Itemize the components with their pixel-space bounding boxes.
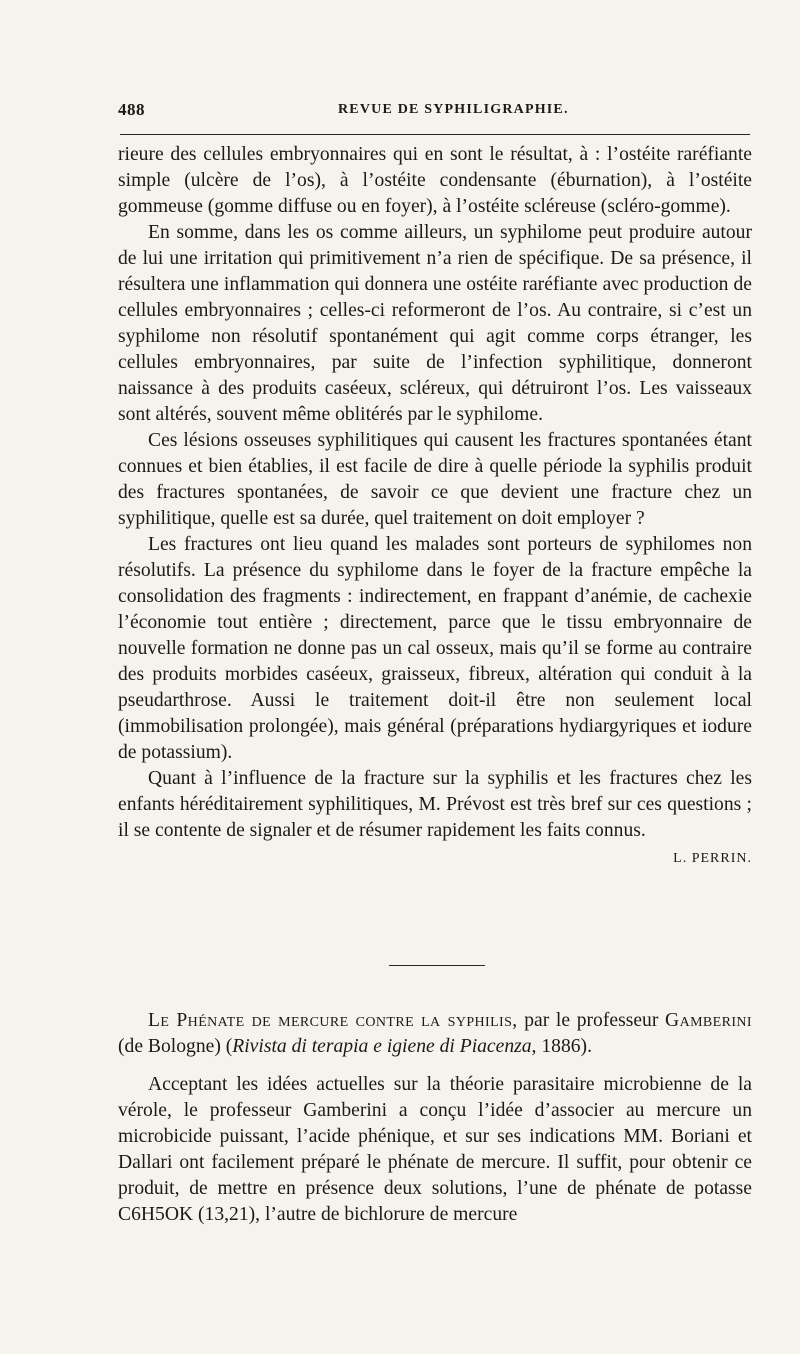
article-journal: Rivista di terapia e igiene di Piacenza, (232, 1036, 537, 1057)
article-heading (118, 1008, 752, 1060)
article-author: Gamberini (665, 1010, 752, 1031)
paragraph: Quant à l’influence de la fracture sur la syphilis et les fractures chez les enfants héréditairement syphilitiques, M. Prévost est très bref sur ces questions ; il se contente de signaler et de résumer rapidement les faits connus. (118, 768, 752, 841)
paragraph: Ces lésions osseuses syphilitiques qui causent les fractures spontanées étant connues et bien établies, il est facile de dire à quelle période la syphilis produit des fractures spontanées, de savoir ce que devient une fracture chez un syphilitique, quelle est sa durée, quel traitement on doit employer ? (118, 430, 752, 529)
review-body (118, 142, 752, 872)
article-body (118, 1072, 752, 1228)
author-signature: L. PERRIN. (673, 851, 752, 866)
article-origin: (de Bologne) ( (118, 1036, 233, 1057)
paragraph: rieure des cellules embryonnaires qui en sont le résultat, à : l’ostéite raréfiante simple (ulcère de l’os), à l’ostéite condensante (éburnation), à l’ostéite gommeuse (gomme diffuse ou en foyer), à l’ostéite scléreuse (scléro-gomme). (118, 144, 752, 217)
article-title-line (118, 1008, 752, 1060)
article-year: 1886). (536, 1036, 592, 1057)
page-header (118, 100, 752, 124)
paragraph: En somme, dans les os comme ailleurs, un syphilome peut produire autour de lui une irritation qui primitivement n’a rien de spécifique. De sa présence, il résultera une inflammation qui donnera une ostéite raréfiante avec production de cellules embryonnaires ; celles-ci reformeront de l’os. Au contraire, si c’est un syphilome non résolutif spontanément qui agit comme corps étranger, les cellules embryonnaires, par suite de l’infection syphilitique, donneront naissance à des produits caséeux, scléreux, qui détruiront l’os. Les vaisseaux sont altérés, souvent même oblitérés par le syphilome. (118, 222, 752, 425)
section-separator (389, 965, 485, 966)
header-rule (120, 134, 750, 135)
paragraph: Acceptant les idées actuelles sur la théorie parasitaire microbienne de la vérole, le professeur Gamberini a conçu l’idée d’associer au mercure un microbicide puissant, l’acide phénique, et sur ses indications MM. Boriani et Dallari ont facilement préparé le phénate de mercure. Il suffit, pour obtenir ce produit, de mettre en présence deux solutions, l’une de phénate de potasse C6H5OK (13,21), l’autre de bichlorure de mercure (118, 1074, 752, 1225)
running-title: REVUE DE SYPHILIGRAPHIE. (338, 102, 569, 117)
article-title: Le Phénate de mercure contre la syphilis, (148, 1010, 518, 1031)
paragraph: Les fractures ont lieu quand les malades sont porteurs de syphilomes non résolutifs. La présence du syphilome dans le foyer de la fracture empêche la consolidation des fragments : indirectement, en frappant d’anémie, de cachexie l’économie tout entière ; directement, parce que le tissu embryonnaire de nouvelle formation ne donne pas un cal osseux, mais qu’il se forme au contraire des produits morbides caséeux, graisseux, fibreux, altération qui conduit à la pseudarthrose. Aussi le traitement doit-il être non seulement local (immobilisation prolongée), mais général (préparations hydiargyriques et iodure de potassium). (118, 534, 752, 763)
article-byline: par le professeur (517, 1010, 666, 1031)
paragraph-with-signature (118, 766, 752, 866)
page-number: 488 (118, 100, 145, 119)
